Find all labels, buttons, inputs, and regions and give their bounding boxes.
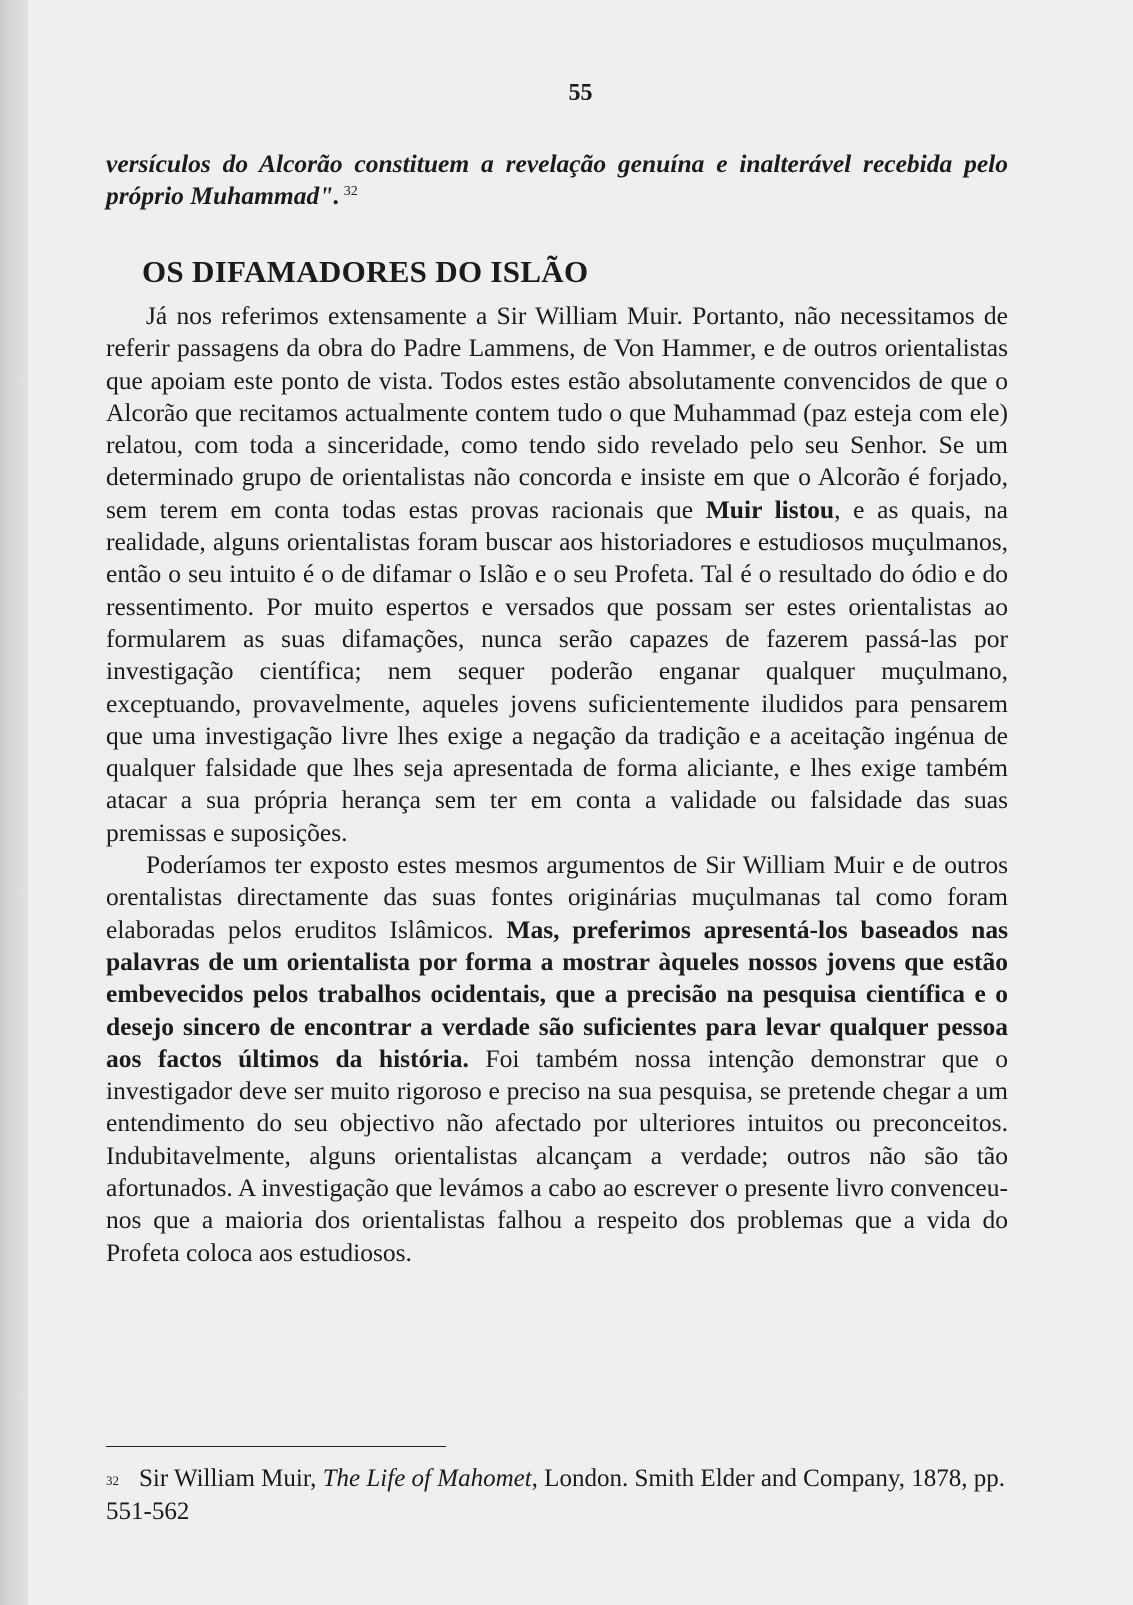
footnote-number: 32: [106, 1473, 119, 1488]
footnote-text-before: Sir William Muir,: [139, 1465, 323, 1492]
paragraph-2: [106, 849, 1008, 1269]
page-body: [106, 148, 1008, 1269]
book-page: [28, 0, 1133, 1605]
paragraph-2-bold: Mas, preferimos apresentá-los baseados nas palavras de um orientalista por forma a mostrar àqueles nossos jovens que estão embevecidos pelos trabalhos ocidentais, que a precisão na pesquisa científica e o desejo sincero de encontrar a verdade são suficientes para levar qualquer pessoa aos factos últimos da história.: [106, 914, 1008, 1073]
paragraph-1-bold: Muir listou: [705, 494, 835, 524]
quote-text: versículos do Alcorão constituem a revelação genuína e inalterável recebida pelo próprio Muhammad".: [106, 149, 1008, 210]
footnote-book-title: The Life of Mahomet: [322, 1465, 532, 1492]
footnote-reference: 32: [343, 184, 358, 199]
paragraph-1-end: , e as quais, na realidade, alguns orientalistas foram buscar aos historiadores e estudiosos muçulmanos, então o seu intuito é o de difamar o Islão e o seu Profeta. Tal é o resultado do ódio e do ressentimento. Por muito espertos e versados que possam ser estes orientalistas ao formularem as suas difamações, nunca serão capazes de fazerem passá-las por investigação científica; nem sequer poderão enganar qualquer muçulmano, exceptuando, provavelmente, aqueles jovens suficientemente iludidos para pensarem que uma investigação livre lhes exige a negação da tradição e a aceitação ingénua de qualquer falsidade que lhes seja apresentada de forma aliciante, e lhes exige também atacar a sua própria herança sem ter em conta a validade ou falsidade das suas premissas e suposições.: [106, 494, 1008, 847]
paragraph-1-text: Já nos referimos extensamente a Sir William Muir. Portanto, não necessitamos de referir passagens da obra do Padre Lammens, de Von Hammer, e de outros orientalistas que apoiam este ponto de vista. Todos estes estão absolutamente convencidos de que o Alcorão que recitamos actualmente contem tudo o que Muhammad (paz esteja com ele) relatou, com toda a sinceridade, como tendo sido revelado pelo seu Senhor. Se um determinado grupo de orientalistas não concorda e insiste em que o Alcorão é forjado, sem terem em conta todas estas provas racionais que: [106, 301, 1008, 524]
quote-continuation: [106, 148, 1008, 212]
footnote-divider: [106, 1446, 446, 1447]
footnote: [106, 1462, 1008, 1528]
paragraph-2-start: Poderíamos ter exposto estes mesmos argumentos de Sir William Muir e de outros orentalistas directamente das suas fontes originárias muçulmanas tal como foram elaboradas pelos eruditos Islâmicos.: [106, 850, 1008, 944]
paragraph-2-end: Foi também nossa intenção demonstrar que o investigador deve ser muito rigoroso e preciso na sua pesquisa, se pretende chegar a um entendimento do seu objectivo não afectado por ulteriores intuitos ou preconceitos. Indubitavelmente, alguns orientalistas alcançam a verdade; outros não são tão afortunados. A investigação que levámos a cabo ao escrever o presente livro convenceu-nos que a maioria dos orientalistas falhou a respeito dos problemas que a vida do Profeta coloca aos estudiosos.: [106, 1043, 1008, 1267]
page-number: 55: [568, 80, 593, 106]
footnote-text-after: , London. Smith Elder and Company, 1878, pp. 551-562: [106, 1465, 1006, 1525]
section-heading: OS DIFAMADORES DO ISLÃO: [142, 254, 589, 289]
paragraph-1: [106, 300, 1008, 849]
scan-binding-edge: [0, 0, 28, 1605]
